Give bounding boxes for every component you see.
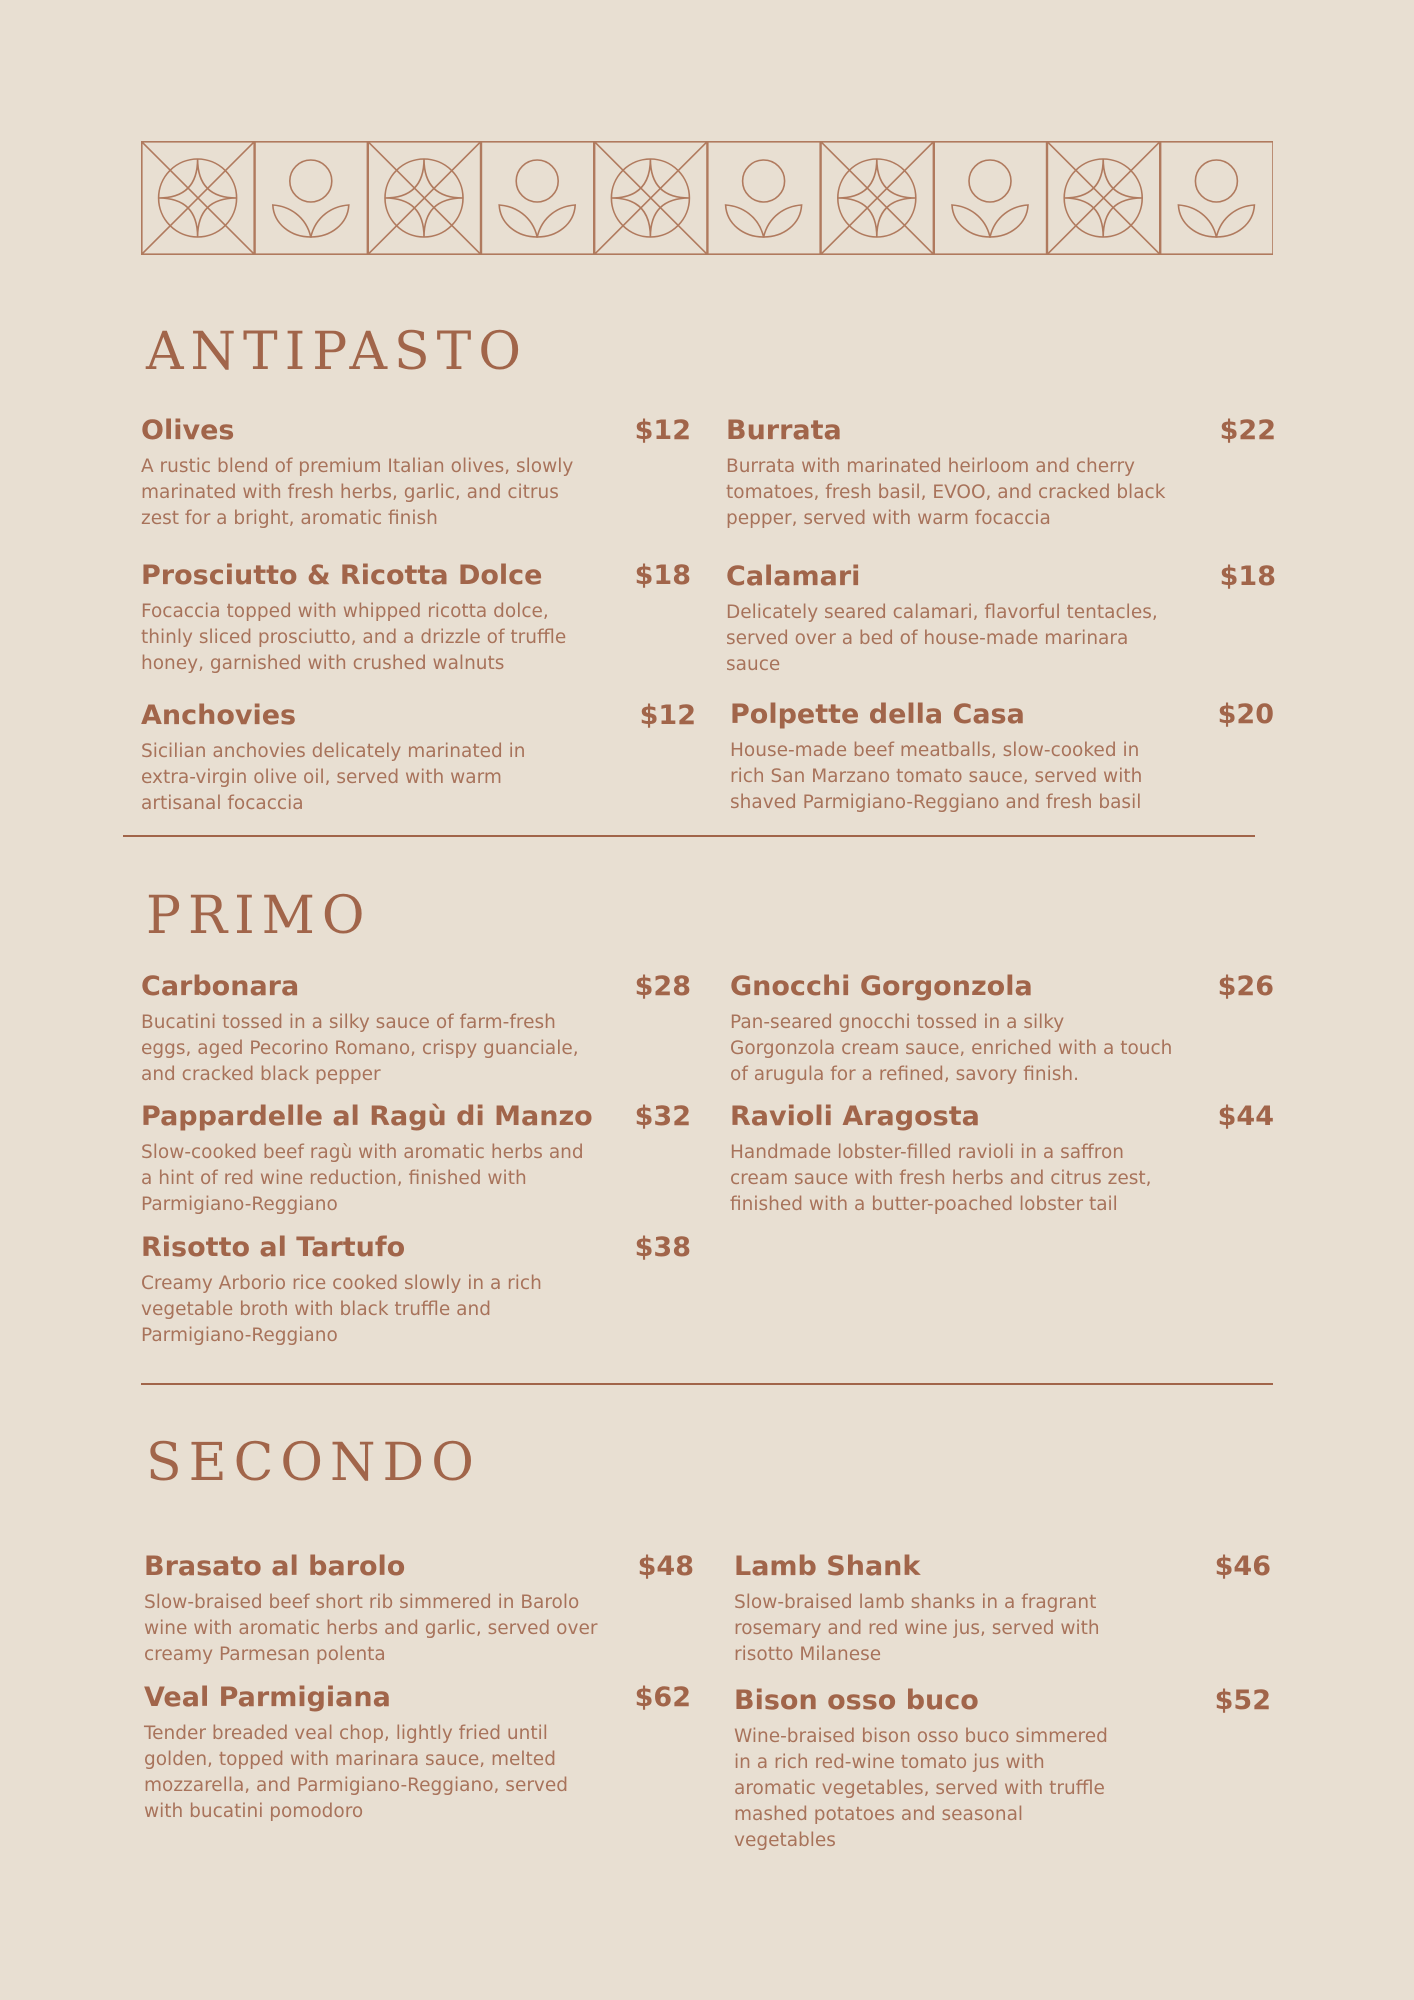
- cross-circle-icon: [142, 142, 254, 254]
- item-name: Prosciutto & Ricotta Dolce: [141, 560, 543, 591]
- menu-item-lamb-shank: [734, 1550, 1271, 1668]
- item-description: Slow-braised lamb shanks in a fragrant rosemary and red wine jus, served with risotto Milanese: [734, 1592, 1100, 1665]
- flower-icon: [255, 142, 367, 254]
- section-title-primo: PRIMO: [146, 886, 372, 946]
- item-description: Pan-seared gnocchi tossed in a silky Gorgonzola cream sauce, enriched with a touch of arugula for a refined, savory finish.: [730, 1012, 1173, 1085]
- item-price: $20: [1217, 699, 1274, 730]
- item-name: Veal Parmigiana: [144, 1682, 391, 1713]
- item-name: Burrata: [726, 415, 842, 446]
- menu-item-veal-parmigiana: [144, 1681, 691, 1825]
- item-price: $52: [1214, 1685, 1271, 1716]
- item-name: Polpette della Casa: [730, 699, 1025, 730]
- menu-item-anchovies: [141, 699, 696, 817]
- item-name: Gnocchi Gorgonzola: [730, 971, 1033, 1002]
- flower-icon: [481, 142, 593, 254]
- cross-circle-icon: [595, 142, 707, 254]
- item-price: $48: [637, 1551, 694, 1582]
- item-price: $44: [1217, 1101, 1274, 1132]
- item-name: Brasato al barolo: [144, 1551, 406, 1582]
- section-divider: [123, 835, 1255, 837]
- item-name: Bison osso buco: [734, 1685, 979, 1716]
- cross-circle-icon: [821, 142, 933, 254]
- menu-item-brasato: [144, 1550, 694, 1668]
- item-description: A rustic blend of premium Italian olives, slowly marinated with fresh herbs, garlic, and citrus zest for a bright, aromatic finish: [141, 456, 574, 529]
- item-description: Slow-braised beef short rib simmered in Barolo wine with aromatic herbs and garlic, served over creamy Parmesan polenta: [144, 1592, 604, 1665]
- item-name: Olives: [141, 415, 235, 446]
- menu-item-olives: [141, 414, 691, 532]
- section-title-secondo: SECONDO: [146, 1433, 481, 1493]
- menu-item-ravioli-aragosta: [730, 1100, 1274, 1218]
- section-title-antipasto: ANTIPASTO: [146, 322, 528, 382]
- menu-item-calamari: [726, 560, 1276, 678]
- item-price: $38: [634, 1232, 691, 1263]
- cross-circle-icon: [1047, 142, 1159, 254]
- item-price: $46: [1214, 1551, 1271, 1582]
- menu-item-polpette: [730, 698, 1274, 816]
- menu-item-carbonara: [141, 970, 691, 1088]
- item-description: Wine-braised bison osso buco simmered in a rich red-wine tomato jus with aromatic vegetables, served with truffle mashed potatoes and seasonal vegetables: [734, 1726, 1108, 1851]
- flower-icon: [934, 142, 1046, 254]
- item-price: $12: [639, 700, 696, 731]
- item-description: Creamy Arborio rice cooked slowly in a rich vegetable broth with black truffle and Parmigiano-Reggiano: [141, 1273, 542, 1346]
- item-description: Tender breaded veal chop, lightly fried until golden, topped with marinara sauce, melted mozzarella, and Parmigiano-Reggiano, served with bucatini pomodoro: [144, 1723, 569, 1822]
- item-description: Bucatini tossed in a silky sauce of farm-fresh eggs, aged Pecorino Romano, crispy guanciale, and cracked black pepper: [141, 1012, 579, 1085]
- section-divider: [141, 1383, 1273, 1385]
- flower-icon: [1161, 142, 1273, 254]
- item-description: Delicately seared calamari, flavorful tentacles, served over a bed of house-made marinara sauce: [726, 602, 1158, 675]
- item-price: $26: [1217, 971, 1274, 1002]
- menu-item-burrata: [726, 414, 1276, 532]
- item-price: $18: [1219, 561, 1276, 592]
- item-price: $18: [634, 560, 691, 591]
- item-description: Handmade lobster-filled ravioli in a saffron cream sauce with fresh herbs and citrus zest, finished with a butter-poached lobster tail: [730, 1142, 1152, 1215]
- cross-circle-icon: [368, 142, 480, 254]
- item-price: $22: [1219, 415, 1276, 446]
- item-price: $12: [634, 415, 691, 446]
- item-description: Slow-cooked beef ragù with aromatic herbs and a hint of red wine reduction, finished with Parmigiano-Reggiano: [141, 1142, 584, 1215]
- menu-item-prosciutto-ricotta: [141, 559, 691, 677]
- item-name: Pappardelle al Ragù di Manzo: [141, 1101, 593, 1132]
- item-name: Anchovies: [141, 700, 297, 731]
- item-name: Risotto al Tartufo: [141, 1232, 406, 1263]
- item-price: $62: [634, 1682, 691, 1713]
- item-name: Carbonara: [141, 971, 300, 1002]
- item-name: Lamb Shank: [734, 1551, 921, 1582]
- item-price: $28: [634, 971, 691, 1002]
- menu-item-pappardelle: [141, 1100, 691, 1218]
- menu-item-gnocchi-gorgonzola: [730, 970, 1274, 1088]
- flower-icon: [708, 142, 820, 254]
- item-price: $32: [634, 1101, 691, 1132]
- item-description: Focaccia topped with whipped ricotta dolce, thinly sliced prosciutto, and a drizzle of truffle honey, garnished with crushed walnuts: [141, 601, 567, 674]
- menu-item-bison-osso-buco: [734, 1684, 1271, 1854]
- item-description: Sicilian anchovies delicately marinated in extra-virgin olive oil, served with warm artisanal focaccia: [141, 741, 526, 814]
- item-name: Ravioli Aragosta: [730, 1101, 980, 1132]
- header-pattern: [141, 141, 1273, 255]
- item-description: House-made beef meatballs, slow-cooked in rich San Marzano tomato sauce, served with shaved Parmigiano-Reggiano and fresh basil: [730, 740, 1143, 813]
- item-description: Burrata with marinated heirloom and cherry tomatoes, fresh basil, EVOO, and cracked black pepper, served with warm focaccia: [726, 456, 1166, 529]
- item-name: Calamari: [726, 561, 861, 592]
- menu-item-risotto-tartufo: [141, 1231, 691, 1349]
